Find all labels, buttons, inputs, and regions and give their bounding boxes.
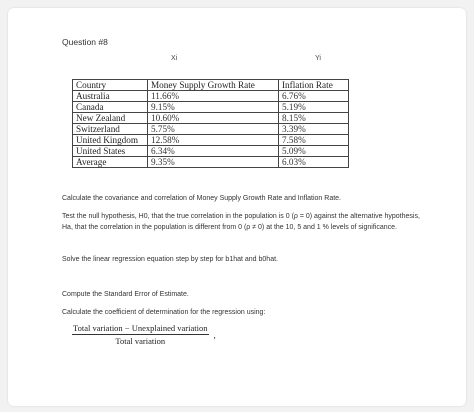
formula-numerator: Total variation − Unexplained variation	[73, 323, 208, 333]
table-row	[73, 91, 349, 102]
cell-inflation: 7.58%	[279, 135, 349, 146]
question-title: Question #8	[62, 37, 108, 47]
table-row	[73, 124, 349, 135]
formula-trailing-comma: ,	[213, 329, 216, 340]
formula-fraction	[72, 323, 209, 346]
table-row	[73, 146, 349, 157]
instruction-regression: Solve the linear regression equation step by step for b1hat and b0hat.	[62, 256, 278, 263]
table-row	[73, 102, 349, 113]
cell-money-supply: 10.60%	[148, 113, 279, 124]
cell-country: United States	[73, 146, 148, 157]
table-header-row	[73, 80, 349, 91]
cell-country: Canada	[73, 102, 148, 113]
data-table	[72, 79, 349, 168]
table-row	[73, 113, 349, 124]
cell-country: Average	[73, 157, 148, 168]
cell-inflation: 6.03%	[279, 157, 349, 168]
cell-country: Australia	[73, 91, 148, 102]
cell-money-supply: 5.75%	[148, 124, 279, 135]
xi-column-label: Xi	[171, 55, 178, 62]
document-page	[8, 8, 466, 406]
cell-money-supply: 6.34%	[148, 146, 279, 157]
cell-money-supply: 12.58%	[148, 135, 279, 146]
formula-denominator: Total variation	[115, 336, 166, 346]
cell-inflation: 6.76%	[279, 91, 349, 102]
r-squared-formula	[72, 323, 216, 346]
header-country: Country	[73, 80, 148, 91]
header-money-supply-growth-rate: Money Supply Growth Rate	[148, 80, 279, 91]
cell-inflation: 8.15%	[279, 113, 349, 124]
cell-country: United Kingdom	[73, 135, 148, 146]
cell-country: New Zealand	[73, 113, 148, 124]
cell-money-supply: 11.66%	[148, 91, 279, 102]
table-row	[73, 135, 349, 146]
table-row-average	[73, 157, 349, 168]
yi-column-label: Yi	[315, 55, 321, 62]
cell-inflation: 3.39%	[279, 124, 349, 135]
instruction-coefficient-determination: Calculate the coefficient of determination for the regression using:	[62, 309, 266, 316]
cell-money-supply: 9.35%	[148, 157, 279, 168]
header-inflation-rate: Inflation Rate	[279, 80, 349, 91]
instruction-hypothesis-test: Test the null hypothesis, H0, that the true correlation in the population is 0 (ρ = 0) against the alternative hypothesis, Ha, that the correlation in the population is different from 0 (ρ ≠ 0) at the 10, 5 and 1 % levels of significance.	[62, 213, 420, 231]
cell-country: Switzerland	[73, 124, 148, 135]
cell-inflation: 5.09%	[279, 146, 349, 157]
instruction-standard-error: Compute the Standard Error of Estimate.	[62, 291, 189, 298]
cell-inflation: 5.19%	[279, 102, 349, 113]
instruction-covariance: Calculate the covariance and correlation of Money Supply Growth Rate and Inflation Rate.	[62, 195, 341, 202]
cell-money-supply: 9.15%	[148, 102, 279, 113]
